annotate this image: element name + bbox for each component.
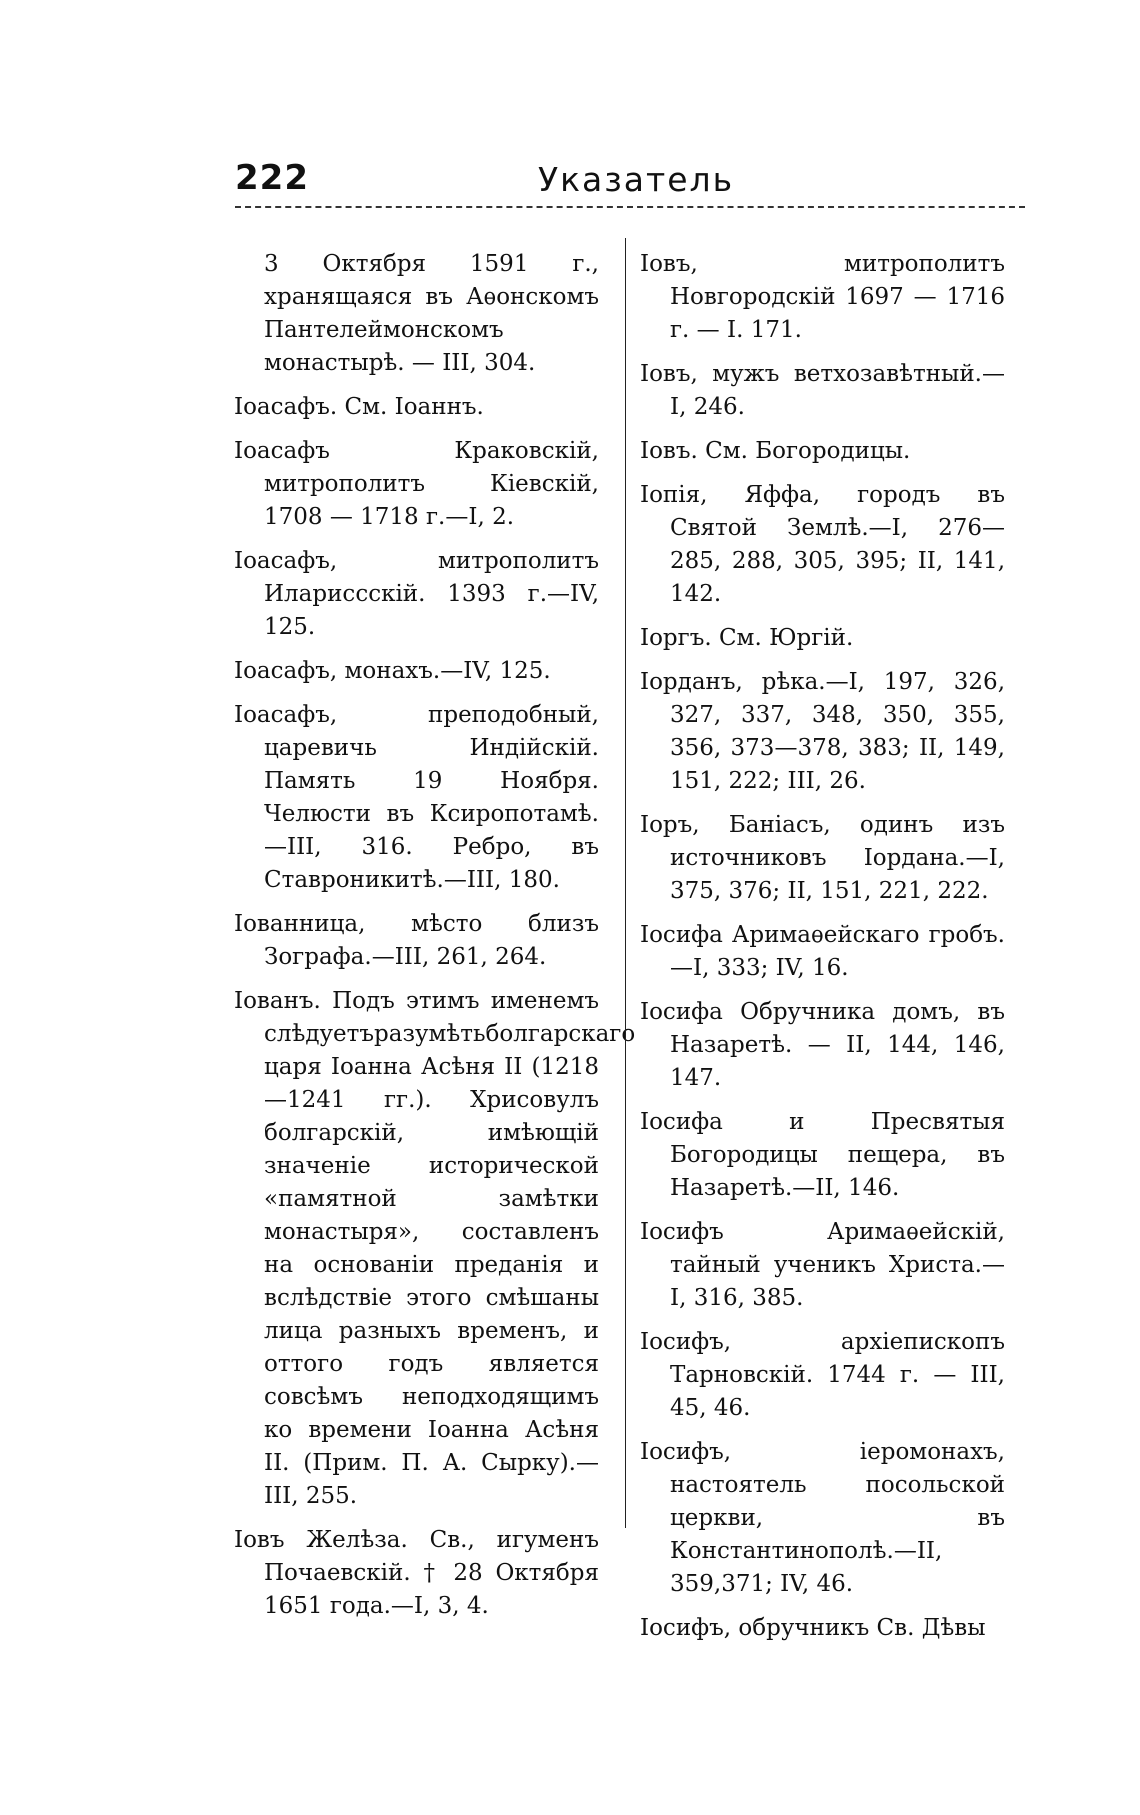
- index-entry: Іоръ, Баніасъ, одинъ изъ источниковъ Іордана.—I, 375, 376; II, 151, 221, 222.: [640, 812, 1005, 904]
- index-entry: Іованъ. Подъ этимъ именемъ слѣдуетъразумѣтьболгарскаго царя Іоанна Асѣня II (1218 —1241 гг.). Хрисовулъ болгарскій, имѣющій значеніе исторической «памятной замѣтки монастыря», составленъ на основаніи преданія и вслѣдствіе этого смѣшаны лица разныхъ временъ, и оттого годъ является совсѣмъ неподходящимъ ко времени Іоанна Асѣня II. (Прим. П. А. Сырку).—III, 255.: [234, 988, 636, 1509]
- index-column-left: [234, 248, 636, 1634]
- index-column-right: [640, 248, 1005, 1656]
- header-rule: [235, 206, 1025, 208]
- index-entry: Іованница, мѣсто близъ Зографа.—III, 261, 264.: [234, 911, 599, 970]
- index-entry: Іосифа и Пресвятыя Богородицы пещера, въ Назаретѣ.—II, 146.: [640, 1109, 1005, 1201]
- index-entry: Іоргъ. См. Юргій.: [640, 625, 854, 651]
- index-entry: Іоасафъ Краковскій, митрополитъ Кіевскій, 1708 — 1718 г.—I, 2.: [234, 438, 599, 530]
- index-entry: Іоасафъ. См. Іоаннъ.: [234, 394, 484, 420]
- column-divider: [625, 238, 626, 1528]
- index-entry: 3 Октября 1591 г., хранящаяся въ Аѳонскомъ Пантелеймонскомъ монастырѣ. — III, 304.: [264, 251, 599, 376]
- index-entry: Іоасафъ, монахъ.—IV, 125.: [234, 658, 551, 684]
- index-entry: Іовъ, мужъ ветхозавѣтный.— I, 246.: [640, 361, 1005, 420]
- index-entry: Іовъ Желѣза. Св., игуменъ Почаевскій. † 28 Октября 1651 года.—I, 3, 4.: [234, 1527, 599, 1619]
- index-entry: Іосифъ, іеромонахъ, настоятель посольской церкви, въ Константинополѣ.—II, 359,371; IV, 46.: [640, 1439, 1005, 1597]
- index-entry: Іосифа Обручника домъ, въ Назаретѣ. — II, 144, 146, 147.: [640, 999, 1005, 1091]
- index-entry: Іоасафъ, преподобный, царевичь Индійскій. Память 19 Ноября. Челюсти въ Ксиропотамѣ.—III, 316. Ребро, въ Ставроникитѣ.—III, 180.: [234, 702, 599, 893]
- index-entry: Іосифъ, архіепископъ Тарновскій. 1744 г. — III, 45, 46.: [640, 1329, 1005, 1421]
- index-entry: Іосифъ, обручникъ Св. Дѣвы: [640, 1615, 986, 1641]
- page-number: 222: [235, 158, 309, 198]
- index-entry: Іопія, Яффа, городъ въ Святой Землѣ.—I, 276—285, 288, 305, 395; II, 141, 142.: [640, 482, 1005, 607]
- index-entry: Іовъ, митрополитъ Новгородскій 1697 — 1716 г. — I. 171.: [640, 251, 1005, 343]
- running-title: Указатель: [538, 160, 735, 199]
- page-header: [235, 158, 1030, 218]
- index-entry: Іосифъ Аримаѳейскій, тайный ученикъ Христа.—I, 316, 385.: [640, 1219, 1005, 1311]
- index-entry: Іоасафъ, митрополитъ Илариссскій. 1393 г.—IV, 125.: [234, 548, 599, 640]
- index-entry: Іовъ. См. Богородицы.: [640, 438, 911, 464]
- index-entry: Іорданъ, рѣка.—I, 197, 326, 327, 337, 348, 350, 355, 356, 373—378, 383; II, 149, 151, 222; III, 26.: [640, 669, 1005, 794]
- index-entry: Іосифа Аримаѳейскаго гробъ. —I, 333; IV, 16.: [640, 922, 1005, 981]
